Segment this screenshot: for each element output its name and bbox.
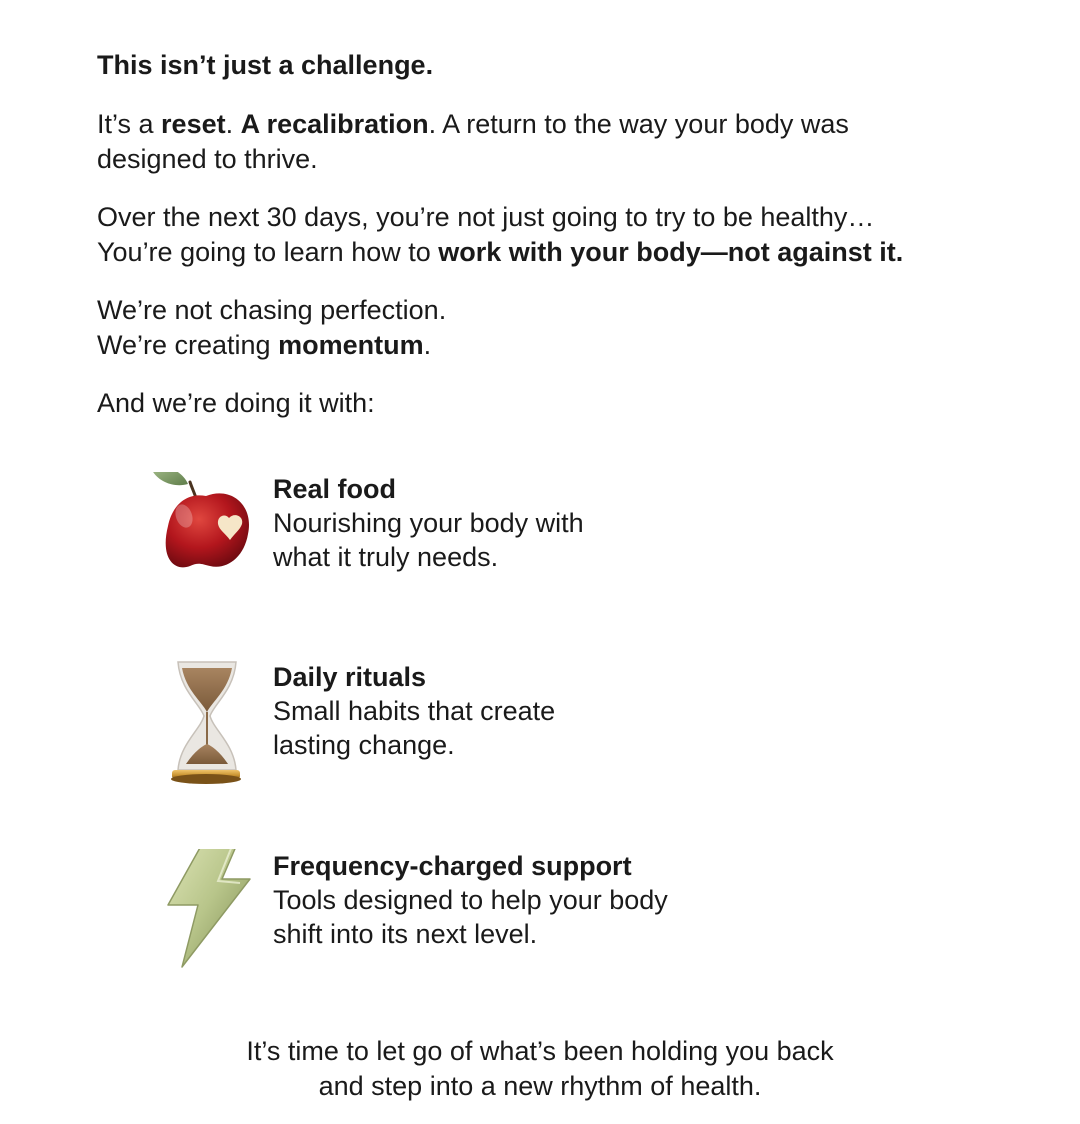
text-run: Over the next 30 days, you’re not just going to try to be healthy… (97, 202, 875, 232)
feature-title: Daily rituals (273, 662, 427, 692)
bold-momentum: momentum (278, 330, 424, 360)
bold-reset: reset (161, 109, 226, 139)
text-run: We’re creating (97, 330, 279, 360)
text-run: You’re going to learn how to (97, 237, 439, 267)
feature-description (273, 883, 793, 951)
text-run: shift into its next level. (273, 919, 538, 949)
feature-text (273, 849, 793, 951)
text-run: Nourishing your body with (273, 508, 584, 538)
bold-recalibration: A recalibration (240, 109, 429, 139)
text-run: . (225, 109, 241, 139)
intro-section (97, 48, 1037, 421)
feature-text (273, 472, 793, 574)
text-run: It’s a (97, 109, 162, 139)
bold-work-with-body: work with your body—not against it. (438, 237, 904, 267)
text-run: We’re not chasing perfection. (97, 295, 447, 325)
lightning-bolt-icon (0, 849, 260, 984)
feature-text (273, 660, 793, 762)
intro-paragraph-doing-it-with: And we’re doing it with: (97, 388, 375, 418)
intro-paragraph-momentum (97, 293, 1037, 363)
text-run: It’s time to let go of what’s been holding you back (246, 1036, 834, 1066)
feature-description (273, 506, 793, 574)
feature-description (273, 694, 793, 762)
closing-statement (0, 1034, 1080, 1104)
apple-icon (0, 472, 260, 597)
text-run: Tools designed to help your body (273, 885, 668, 915)
intro-paragraph-reset (97, 107, 1037, 177)
text-run: designed to thrive. (97, 144, 318, 174)
intro-paragraph-30-days (97, 200, 1037, 270)
page-heading: This isn’t just a challenge. (97, 50, 434, 80)
text-run: . (423, 330, 432, 360)
text-run: what it truly needs. (273, 542, 499, 572)
hourglass-icon (0, 660, 260, 795)
feature-title: Frequency-charged support (273, 851, 632, 881)
text-run: and step into a new rhythm of health. (318, 1071, 762, 1101)
text-run: lasting change. (273, 730, 455, 760)
feature-title: Real food (273, 474, 397, 504)
text-run: Small habits that create (273, 696, 556, 726)
text-run: . A return to the way your body was (428, 109, 849, 139)
